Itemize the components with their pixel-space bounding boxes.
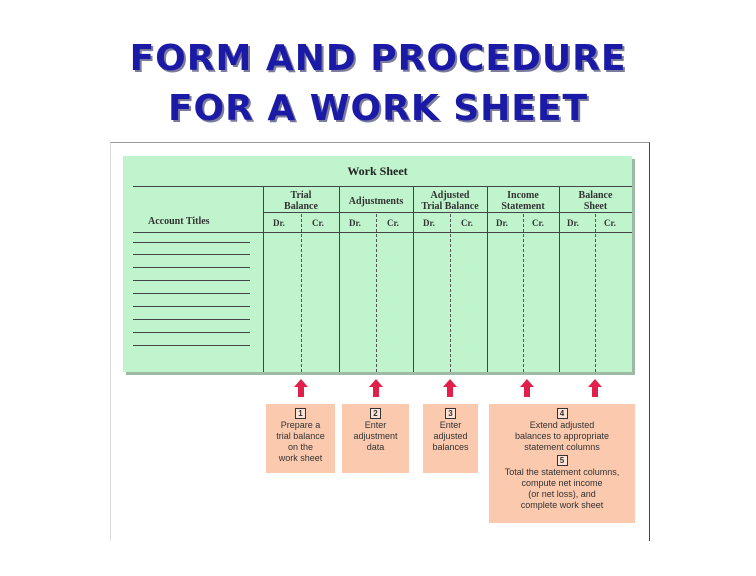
up-arrow-icon <box>369 379 383 397</box>
step-4-5-box: 4 Extend adjusted balances to appropriate statement columns 5 Total the statement columns, compute net income (or net loss), and complete work sheet <box>489 404 635 523</box>
adjustments-header: Adjustments <box>348 196 404 207</box>
column-header-rule <box>133 232 632 233</box>
cr-label: Cr. <box>387 218 399 228</box>
subheader-rule <box>263 212 632 213</box>
account-line <box>133 332 250 333</box>
dr-cr-divider <box>523 214 524 372</box>
dr-label: Dr. <box>349 218 361 228</box>
dr-label: Dr. <box>567 218 579 228</box>
up-arrow-icon <box>294 379 308 397</box>
header-rule <box>133 186 632 187</box>
step-number: 4 <box>557 408 568 419</box>
slide-title <box>0 34 756 134</box>
column-divider <box>487 186 488 372</box>
dr-cr-divider <box>376 214 377 372</box>
column-divider <box>413 186 414 372</box>
adjusted-trial-balance-header: Adjusted Trial Balance <box>421 190 479 212</box>
account-line <box>133 293 250 294</box>
cr-label: Cr. <box>461 218 473 228</box>
column-divider <box>339 186 340 372</box>
account-line <box>133 267 250 268</box>
up-arrow-icon <box>443 379 457 397</box>
account-line <box>133 242 250 243</box>
cr-label: Cr. <box>532 218 544 228</box>
step-number: 1 <box>295 408 306 419</box>
step-2-box: 2 Enter adjustment data <box>342 404 409 473</box>
step-1-box: 1 Prepare a trial balance on the work sheet <box>266 404 335 473</box>
slide-title-line2: FOR A WORK SHEET <box>167 88 589 129</box>
account-line <box>133 319 250 320</box>
trial-balance-header: Trial Balance <box>284 190 318 212</box>
column-divider <box>559 186 560 372</box>
dr-label: Dr. <box>273 218 285 228</box>
dr-cr-divider <box>301 214 302 372</box>
account-titles-header: Account Titles <box>148 216 210 227</box>
step-number: 2 <box>370 408 381 419</box>
account-line <box>133 280 250 281</box>
income-statement-header: Income Statement <box>501 190 545 212</box>
account-line <box>133 254 250 255</box>
dr-cr-divider <box>595 214 596 372</box>
column-divider <box>263 186 264 372</box>
cr-label: Cr. <box>604 218 616 228</box>
balance-sheet-header: Balance Sheet <box>578 190 613 212</box>
work-sheet-title: Work Sheet <box>347 164 408 178</box>
step-number: 5 <box>557 455 568 466</box>
cr-label: Cr. <box>312 218 324 228</box>
dr-label: Dr. <box>423 218 435 228</box>
account-line <box>133 345 250 346</box>
account-line <box>133 306 250 307</box>
up-arrow-icon <box>588 379 602 397</box>
work-sheet <box>123 156 632 372</box>
dr-cr-divider <box>450 214 451 372</box>
up-arrow-icon <box>520 379 534 397</box>
step-3-box: 3 Enter adjusted balances <box>423 404 478 473</box>
step-number: 3 <box>445 408 456 419</box>
dr-label: Dr. <box>496 218 508 228</box>
slide-title-line1: FORM AND PROCEDURE <box>129 38 627 79</box>
